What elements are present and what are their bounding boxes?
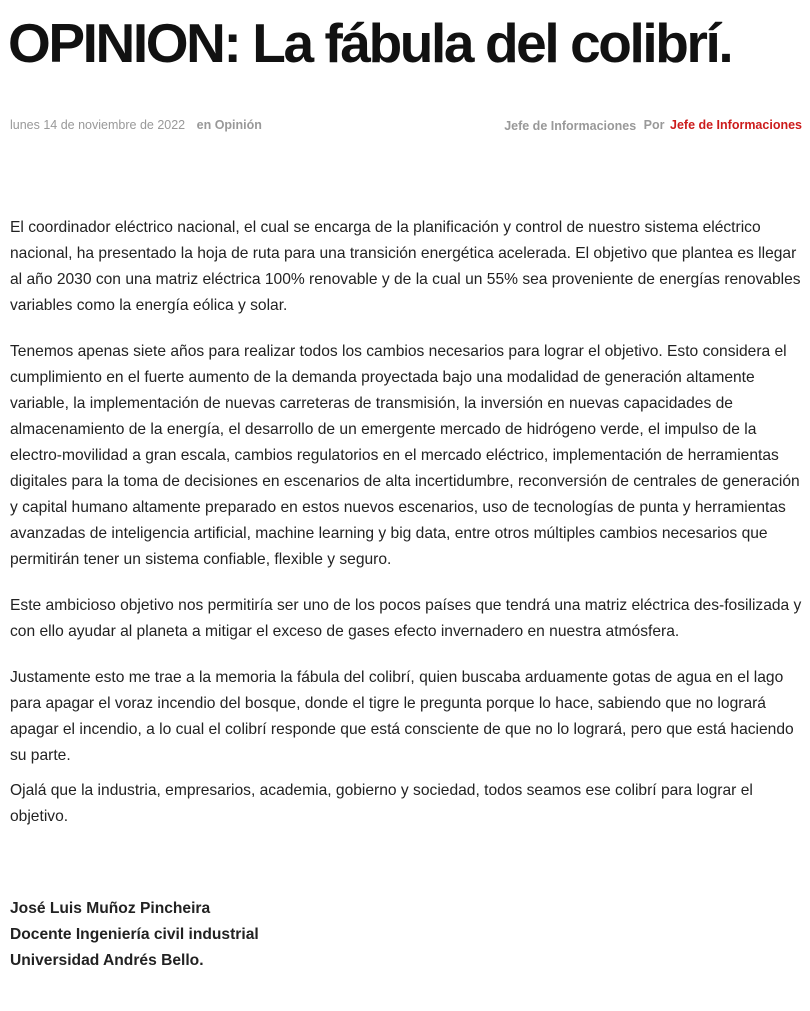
author-meta bbox=[504, 118, 802, 132]
author-link[interactable]: Jefe de Informaciones bbox=[670, 118, 802, 132]
signature-institution: Universidad Andrés Bello. bbox=[10, 952, 204, 969]
post-date: lunes 14 de noviembre de 2022 bbox=[10, 118, 186, 132]
author-signature bbox=[10, 896, 259, 974]
signature-role: Docente Ingeniería civil industrial bbox=[10, 926, 259, 943]
paragraph-2: Tenemos apenas siete años para realizar todos los cambios necesarios para lograr el objetivo. Esto considera el cumplimiento en el fuerte aumento de la demanda proyectada bajo una modalidad de generación altamente variable, la implementación de nuevas carreteras de transmisión, la inversión en nuevas capacidades de almacenamiento de la energía, el desarrollo de un emergente mercado de hidrógeno verde, el impulso de la electro-movilidad a gran escala, cambios regulatorios en el mercado eléctrico, implementación de herramientas digitales para la toma de decisiones en escenarios de alta incertidumbre, reconversión de centrales de generación y capital humano altamente preparado en estos nuevos escenarios, uso de tecnologías de punta y herramientas avanzadas de inteligencia artificial, machine learning y big data, entre otros múltiples cambios necesarios que permitirán tener un sistema confiable, flexible y seguro. bbox=[10, 343, 800, 568]
author-title: Jefe de Informaciones bbox=[504, 119, 637, 133]
paragraph-4: Justamente esto me trae a la memoria la fábula del colibrí, quien buscaba arduamente gotas de agua en el lago para apagar el voraz incendio del bosque, donde el tigre le pregunta porque lo hace, sabiendo que no logrará apagar el incendio, a lo cual el colibrí responde que está consciente de que no lo logrará, pero que está haciendo su parte. bbox=[10, 669, 794, 764]
article-body bbox=[10, 215, 802, 850]
by-label: Por bbox=[643, 118, 665, 132]
paragraph-1: El coordinador eléctrico nacional, el cual se encarga de la planificación y control de nuestro sistema eléctrico nacional, ha presentado la hoja de ruta para una transición energética acelerada. El objetivo que plantea es llegar al año 2030 con una matriz eléctrica 100% renovable y de la cual un 55% sea proveniente de energías renovables variables como la energía eólica y solar. bbox=[10, 219, 801, 314]
signature-name: José Luis Muñoz Pincheira bbox=[10, 900, 211, 917]
post-meta bbox=[10, 118, 262, 132]
article-title: OPINION: La fábula del colibrí. bbox=[8, 12, 732, 74]
category-prefix: en bbox=[196, 118, 212, 132]
category-link[interactable]: Opinión bbox=[214, 118, 262, 132]
paragraph-5: Ojalá que la industria, empresarios, academia, gobierno y sociedad, todos seamos ese colibrí para lograr el objetivo. bbox=[10, 782, 753, 825]
paragraph-3: Este ambicioso objetivo nos permitiría ser uno de los pocos países que tendrá una matriz eléctrica des-fosilizada y con ello ayudar al planeta a mitigar el exceso de gases efecto invernadero en nuestra atmósfera. bbox=[10, 597, 802, 640]
